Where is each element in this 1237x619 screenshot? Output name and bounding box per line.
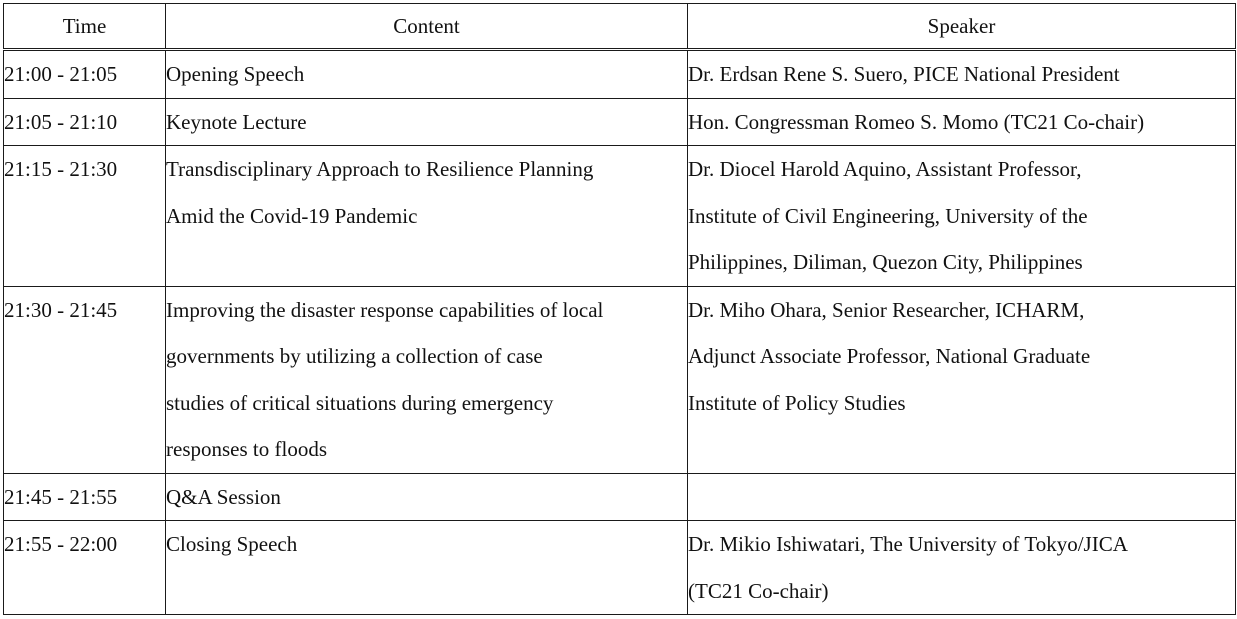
speaker-line: Institute of Policy Studies (688, 390, 906, 415)
speaker-line: Adjunct Associate Professor, National Graduate (688, 344, 1091, 368)
header-time: Time (4, 4, 166, 50)
content-line: Amid the Covid-19 Pandemic (166, 203, 418, 228)
content-line: Closing Speech (166, 532, 298, 556)
content-line: governments by utilizing a collection of case (166, 344, 543, 368)
content-cell (166, 50, 688, 99)
table-row (4, 50, 1236, 99)
time-cell: 21:55 - 22:00 (4, 521, 166, 615)
speaker-line: (TC21 Co-chair) (688, 578, 829, 603)
header-speaker: Speaker (688, 4, 1236, 50)
speaker-cell (688, 473, 1236, 521)
speaker-line: Dr. Erdsan Rene S. Suero, PICE National President (688, 62, 1120, 86)
table-row (4, 286, 1236, 473)
speaker-cell (688, 146, 1236, 287)
content-line: Keynote Lecture (166, 109, 307, 134)
agenda-table (3, 3, 1236, 615)
content-cell (166, 146, 688, 287)
content-cell (166, 98, 688, 146)
time-cell: 21:15 - 21:30 (4, 146, 166, 287)
speaker-line: Institute of Civil Engineering, University of the (688, 203, 1088, 228)
table-row (4, 521, 1236, 615)
table-row (4, 473, 1236, 521)
content-line: responses to floods (166, 437, 327, 461)
speaker-cell (688, 521, 1236, 615)
content-line: Q&A Session (166, 484, 281, 509)
content-cell (166, 473, 688, 521)
content-cell (166, 286, 688, 473)
time-cell: 21:05 - 21:10 (4, 98, 166, 146)
content-line: Improving the disaster response capabilities of local (166, 297, 604, 322)
header-content: Content (166, 4, 688, 50)
speaker-line: Hon. Congressman Romeo S. Momo (TC21 Co-chair) (688, 109, 1145, 134)
speaker-cell (688, 98, 1236, 146)
time-cell: 21:45 - 21:55 (4, 473, 166, 521)
speaker-cell (688, 286, 1236, 473)
time-cell: 21:30 - 21:45 (4, 286, 166, 473)
table-row (4, 98, 1236, 146)
table-row (4, 146, 1236, 287)
content-line: Transdisciplinary Approach to Resilience Planning (166, 157, 594, 181)
time-cell: 21:00 - 21:05 (4, 50, 166, 99)
content-line: studies of critical situations during emergency (166, 390, 554, 415)
header-row (4, 4, 1236, 50)
speaker-line: Philippines, Diliman, Quezon City, Philippines (688, 250, 1083, 274)
content-line: Opening Speech (166, 62, 305, 86)
speaker-line: Dr. Diocel Harold Aquino, Assistant Professor, (688, 157, 1082, 181)
speaker-line: Dr. Miho Ohara, Senior Researcher, ICHARM, (688, 297, 1085, 322)
speaker-line: Dr. Mikio Ishiwatari, The University of Tokyo/JICA (688, 532, 1128, 556)
content-cell (166, 521, 688, 615)
agenda-body (4, 50, 1236, 615)
speaker-cell (688, 50, 1236, 99)
